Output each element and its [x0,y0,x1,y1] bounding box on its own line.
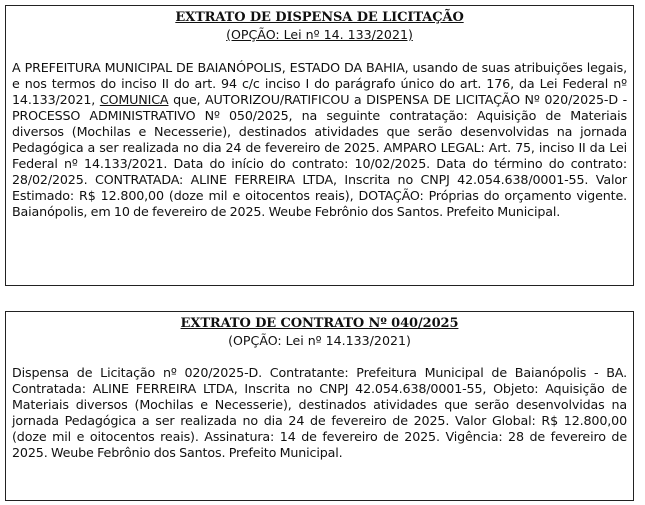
extrato-dispensa-body [12,60,627,220]
extrato-dispensa-box [5,5,634,286]
extrato-dispensa-title: EXTRATO DE DISPENSA DE LICITAÇÃO [175,10,464,25]
extrato-dispensa-body-part1: A PREFEITURA MUNICIPAL DE BAIANÓPOLIS, ESTADO DA BAHIA, usando de suas atribuições legais, e nos termos do inciso II do art. 94 c/c inciso I do parágrafo único do art. 176, da Lei Federal nº 14.133/2021, [12,60,627,107]
extrato-contrato-box [5,311,634,501]
comunica-emphasis: COMUNICA [99,92,169,107]
extrato-contrato-title: EXTRATO DE CONTRATO Nº 040/2025 [180,316,459,331]
extrato-contrato-body: Dispensa de Licitação nº 020/2025-D. Contratante: Prefeitura Municipal de Baianópolis - BA. Contratada: ALINE FERREIRA LTDA, Inscrita no CNPJ 42.054.638/0001-55, Objeto: Aquisição de Materiais diversos (Mochilas e Necesserie), destinados atividades que serão desenvolvidas na jornada Pedagógica a ser realizada no dia 24 de fevereiro de 2025. Valor Global: R$ 12.800,00 (doze mil e oitocentos reais). Assinatura: 14 de fevereiro de 2025. Vigência: 28 de fevereiro de 2025. Weube Febrônio dos Santos. Prefeito Municipal. [12,365,627,460]
extrato-contrato-subtitle: (OPÇÃO: Lei nº 14.133/2021) [228,333,411,348]
extrato-dispensa-subtitle: (OPÇÃO: Lei nº 14. 133/2021) [226,27,413,42]
extrato-dispensa-body-part2: que, AUTORIZOU/RATIFICOU a DISPENSA DE LICITAÇÃO Nº 020/2025-D - PROCESSO ADMINISTRATIVO Nº 050/2025, na seguinte contratação: Aquisição de Materiais diversos (Mochilas e Necesserie), destinados atividades que serão desenvolvidas na jornada Pedagógica a ser realizada no dia 24 de fevereiro de 2025. AMPARO LEGAL: Art. 75, inciso II da Lei Federal nº 14.133/2021. Data do início do contrato: 10/02/2025. Data do término do contrato: 28/02/2025. CONTRATADA: ALINE FERREIRA LTDA, Inscrita no CNPJ 42.054.638/0001-55. Valor Estimado: R$ 12.800,00 (doze mil e oitocentos reais), DOTAÇÃO: Próprias do orçamento vigente. Baianópolis, em 10 de fevereiro de 2025. Weube Febrônio dos Santos. Prefeito Municipal. [12,92,628,219]
